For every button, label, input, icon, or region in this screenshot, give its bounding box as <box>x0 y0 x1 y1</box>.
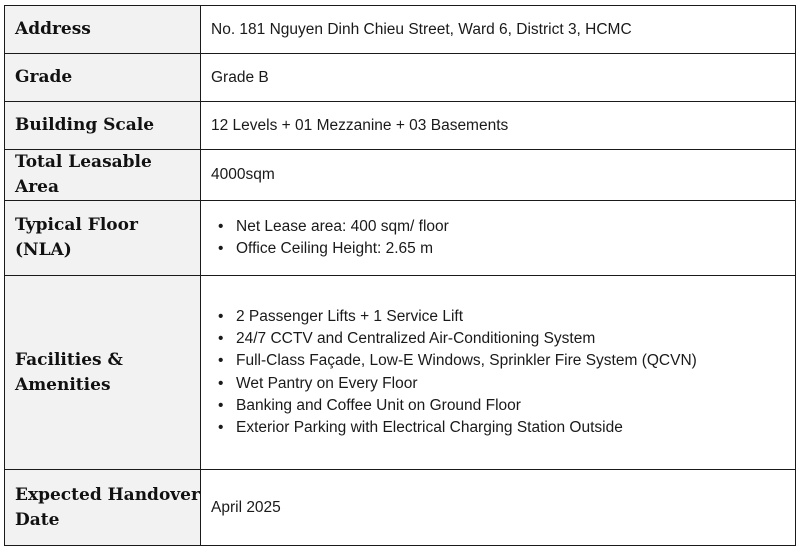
row-typical-floor <box>5 201 796 276</box>
list-item: • 24/7 CCTV and Centralized Air-Conditioning System <box>218 328 795 350</box>
label-line: Amenities <box>15 374 111 395</box>
label-line: Facilities & <box>15 349 123 370</box>
list-item: • Exterior Parking with Electrical Charging Station Outside <box>218 417 795 439</box>
row-total-leasable-area <box>5 150 796 201</box>
grade-value: Grade B <box>201 54 796 102</box>
row-address <box>5 6 796 54</box>
facilities-list <box>211 306 795 440</box>
typical-floor-value <box>201 201 796 276</box>
facilities-amenities-value <box>201 276 796 470</box>
building-scale-label: Building Scale <box>5 102 201 150</box>
total-leasable-area-label: Total Leasable Area <box>5 150 201 201</box>
typical-floor-list <box>211 216 795 261</box>
expected-handover-label <box>5 470 201 546</box>
total-leasable-area-value: 4000sqm <box>201 150 796 201</box>
list-item: • Wet Pantry on Every Floor <box>218 373 795 395</box>
grade-label: Grade <box>5 54 201 102</box>
building-spec-table <box>4 5 796 546</box>
row-building-scale <box>5 102 796 150</box>
list-item: • Full-Class Façade, Low-E Windows, Sprinkler Fire System (QCVN) <box>218 350 795 372</box>
row-grade <box>5 54 796 102</box>
list-item: • 2 Passenger Lifts + 1 Service Lift <box>218 306 795 328</box>
label-line: Date <box>15 509 60 530</box>
address-value: No. 181 Nguyen Dinh Chieu Street, Ward 6, District 3, HCMC <box>201 6 796 54</box>
row-expected-handover <box>5 470 796 546</box>
typical-floor-label: Typical Floor (NLA) <box>5 201 201 276</box>
list-item: • Banking and Coffee Unit on Ground Floor <box>218 395 795 417</box>
address-label: Address <box>5 6 201 54</box>
label-line: Expected Handover <box>15 484 200 505</box>
building-scale-value: 12 Levels + 01 Mezzanine + 03 Basements <box>201 102 796 150</box>
list-item: • Net Lease area: 400 sqm/ floor <box>218 216 795 238</box>
facilities-amenities-label <box>5 276 201 470</box>
list-item: • Office Ceiling Height: 2.65 m <box>218 238 795 260</box>
row-facilities-amenities <box>5 276 796 470</box>
expected-handover-value: April 2025 <box>201 470 796 546</box>
